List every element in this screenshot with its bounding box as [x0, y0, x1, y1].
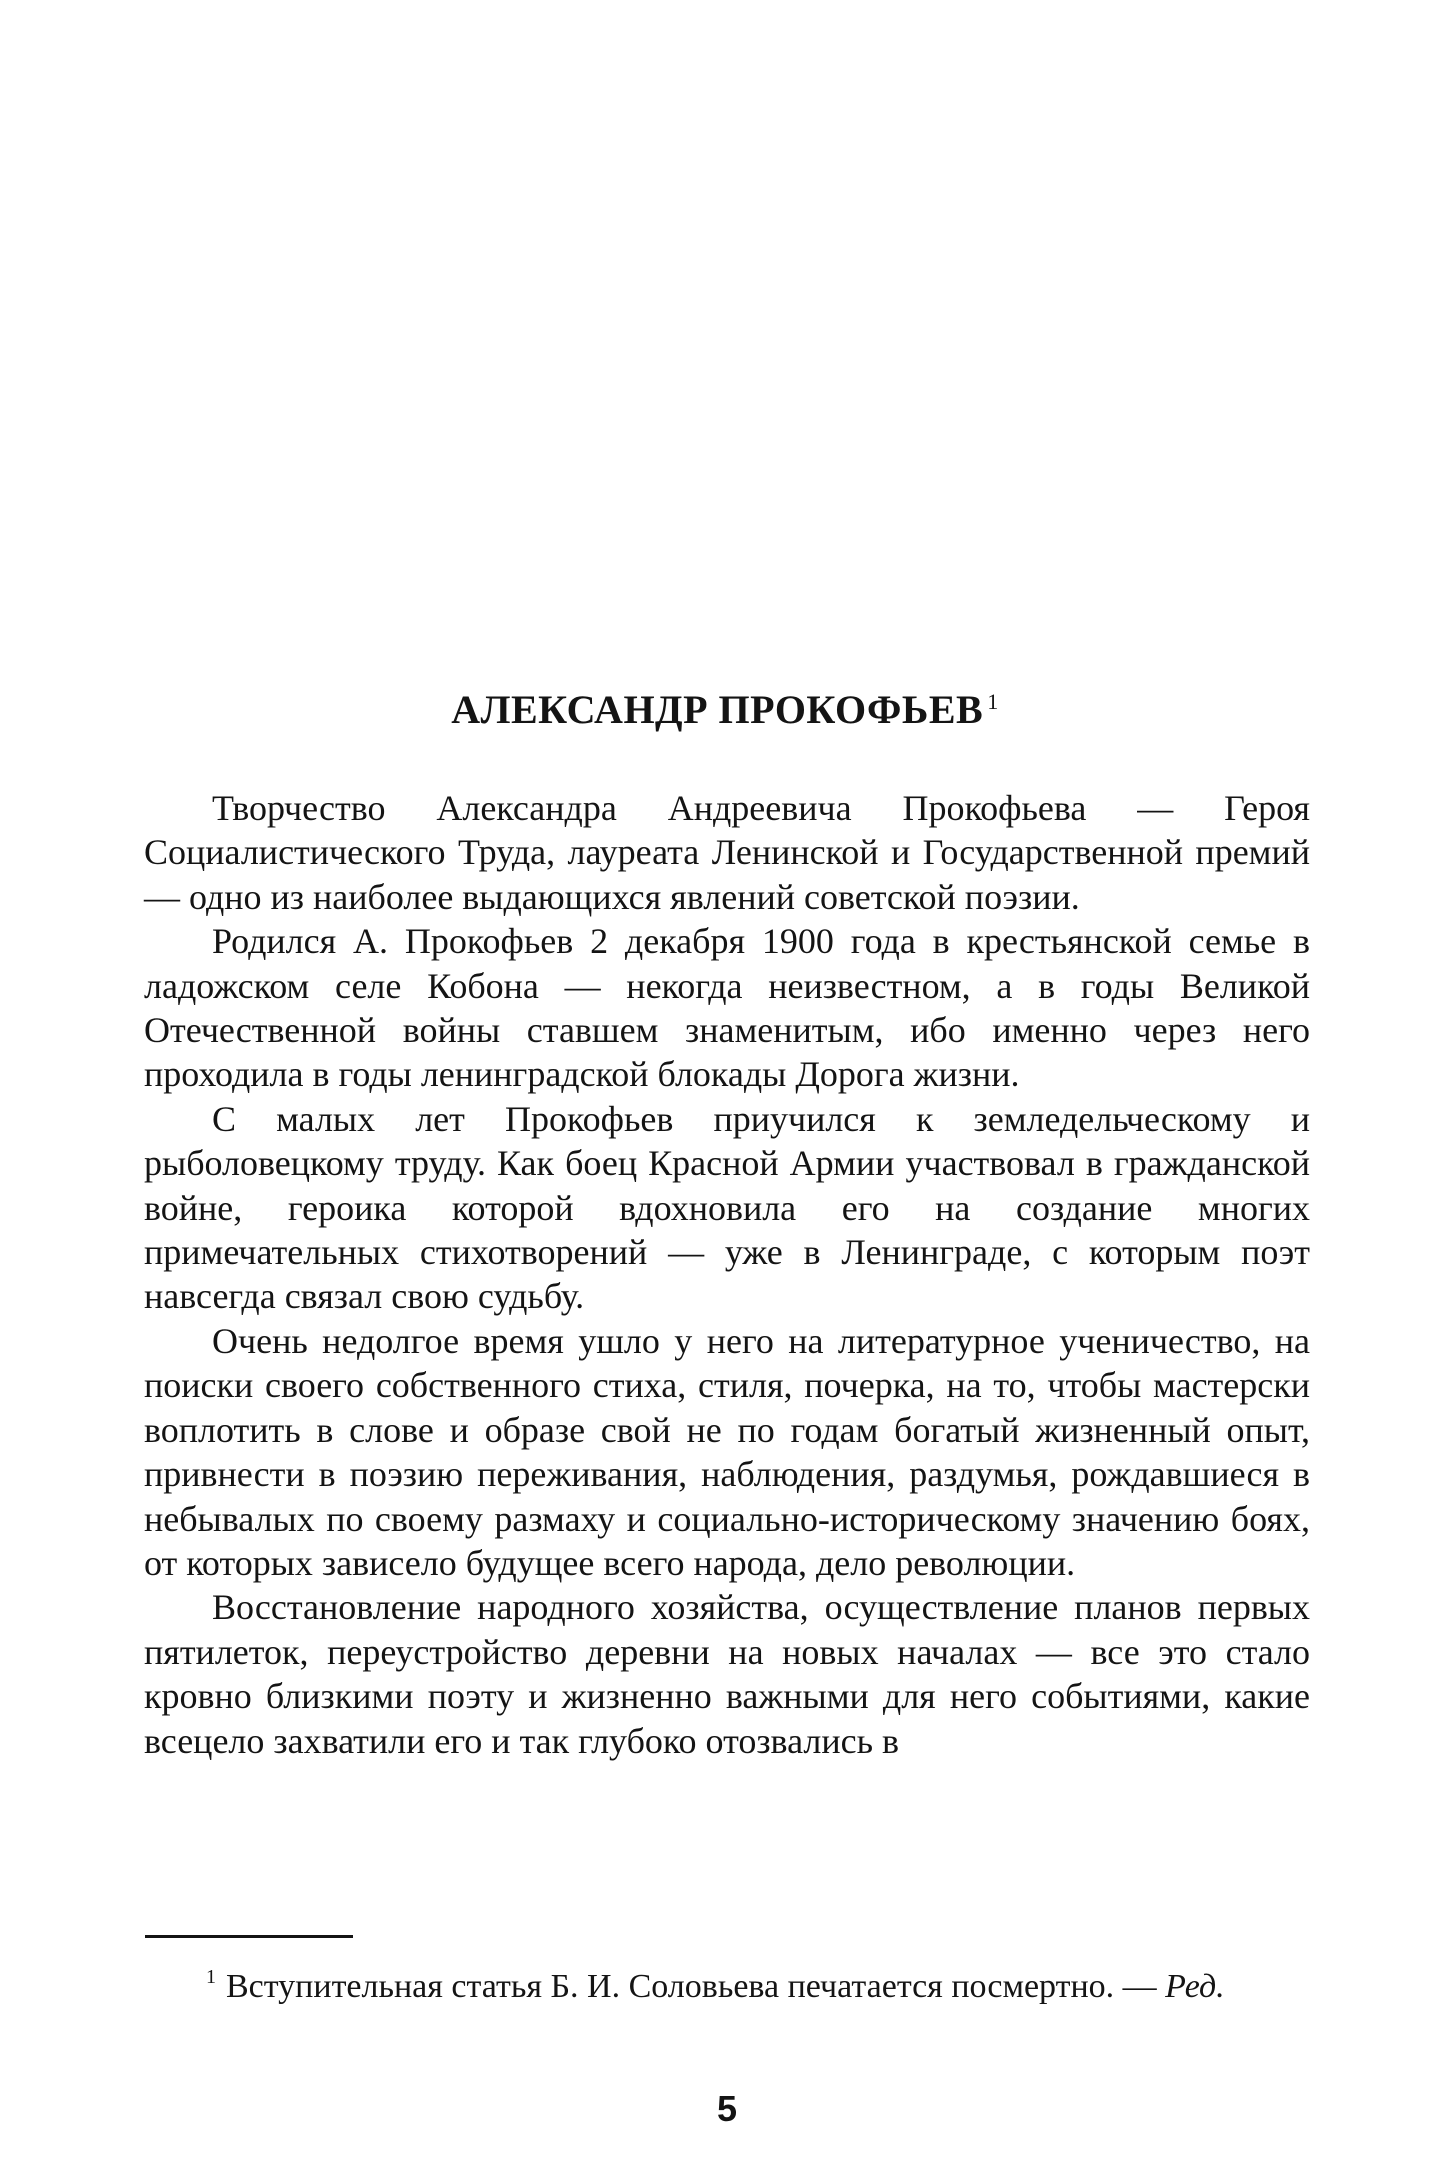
paragraph-3: С малых лет Прокофьев приучился к земледельческому и рыболовецкому труду. Как боец Красной Армии участвовал в гражданской войне, героика которой вдохновила его на создание многих примечательных стихотворений — уже в Ленинграде, с которым поэт навсегда связал свою судьбу.: [144, 1098, 1310, 1317]
footnote-divider: [145, 1935, 353, 1938]
footnote-text: Вступительная статья Б. И. Соловьева печатается посмертно. —: [226, 1968, 1157, 2005]
paragraph-5: Восстановление народного хозяйства, осуществление планов первых пятилеток, переустройство деревни на новых началах — все это стало кровно близкими поэту и жизненно важными для него событиями, какие всецело захватили его и так глубоко отозвались в: [144, 1587, 1310, 1761]
title-footnote-mark: 1: [987, 689, 999, 714]
body-text: [144, 786, 1310, 1763]
page-number: 5: [716, 2088, 738, 2129]
paragraph-4: Очень недолгое время ушло у него на литературное ученичество, на поиски своего собственного стиха, стиля, почерка, на то, чтобы мастерски воплотить в слове и образе свой не по годам богатый жизненный опыт, привнести в поэзию переживания, наблюдения, раздумья, рождавшиеся в небывалых по своему размаху и социально-историческому значению боях, от которых зависело будущее всего народа, дело революции.: [144, 1320, 1310, 1583]
page-title: [140, 687, 1310, 732]
paragraph-1: Творчество Александра Андреевича Прокофьева — Героя Социалистического Труда, лауреата Ленинской и Государственной премий — одно из наиболее выдающихся явлений советской поэзии.: [144, 788, 1310, 917]
footnote: [144, 1955, 1310, 2009]
paragraph-2: Родился А. Прокофьев 2 декабря 1900 года в крестьянской семье в ладожском селе Кобона — некогда неизвестном, а в годы Великой Отечественной войны ставшем знаменитым, ибо именно через него проходила в годы ленинградской блокады Дорога жизни.: [144, 921, 1310, 1095]
footnote-mark: 1: [206, 1966, 216, 1988]
footnote-editor-note: Ред.: [1165, 1968, 1225, 2005]
title-text: АЛЕКСАНДР ПРОКОФЬЕВ: [451, 687, 984, 732]
